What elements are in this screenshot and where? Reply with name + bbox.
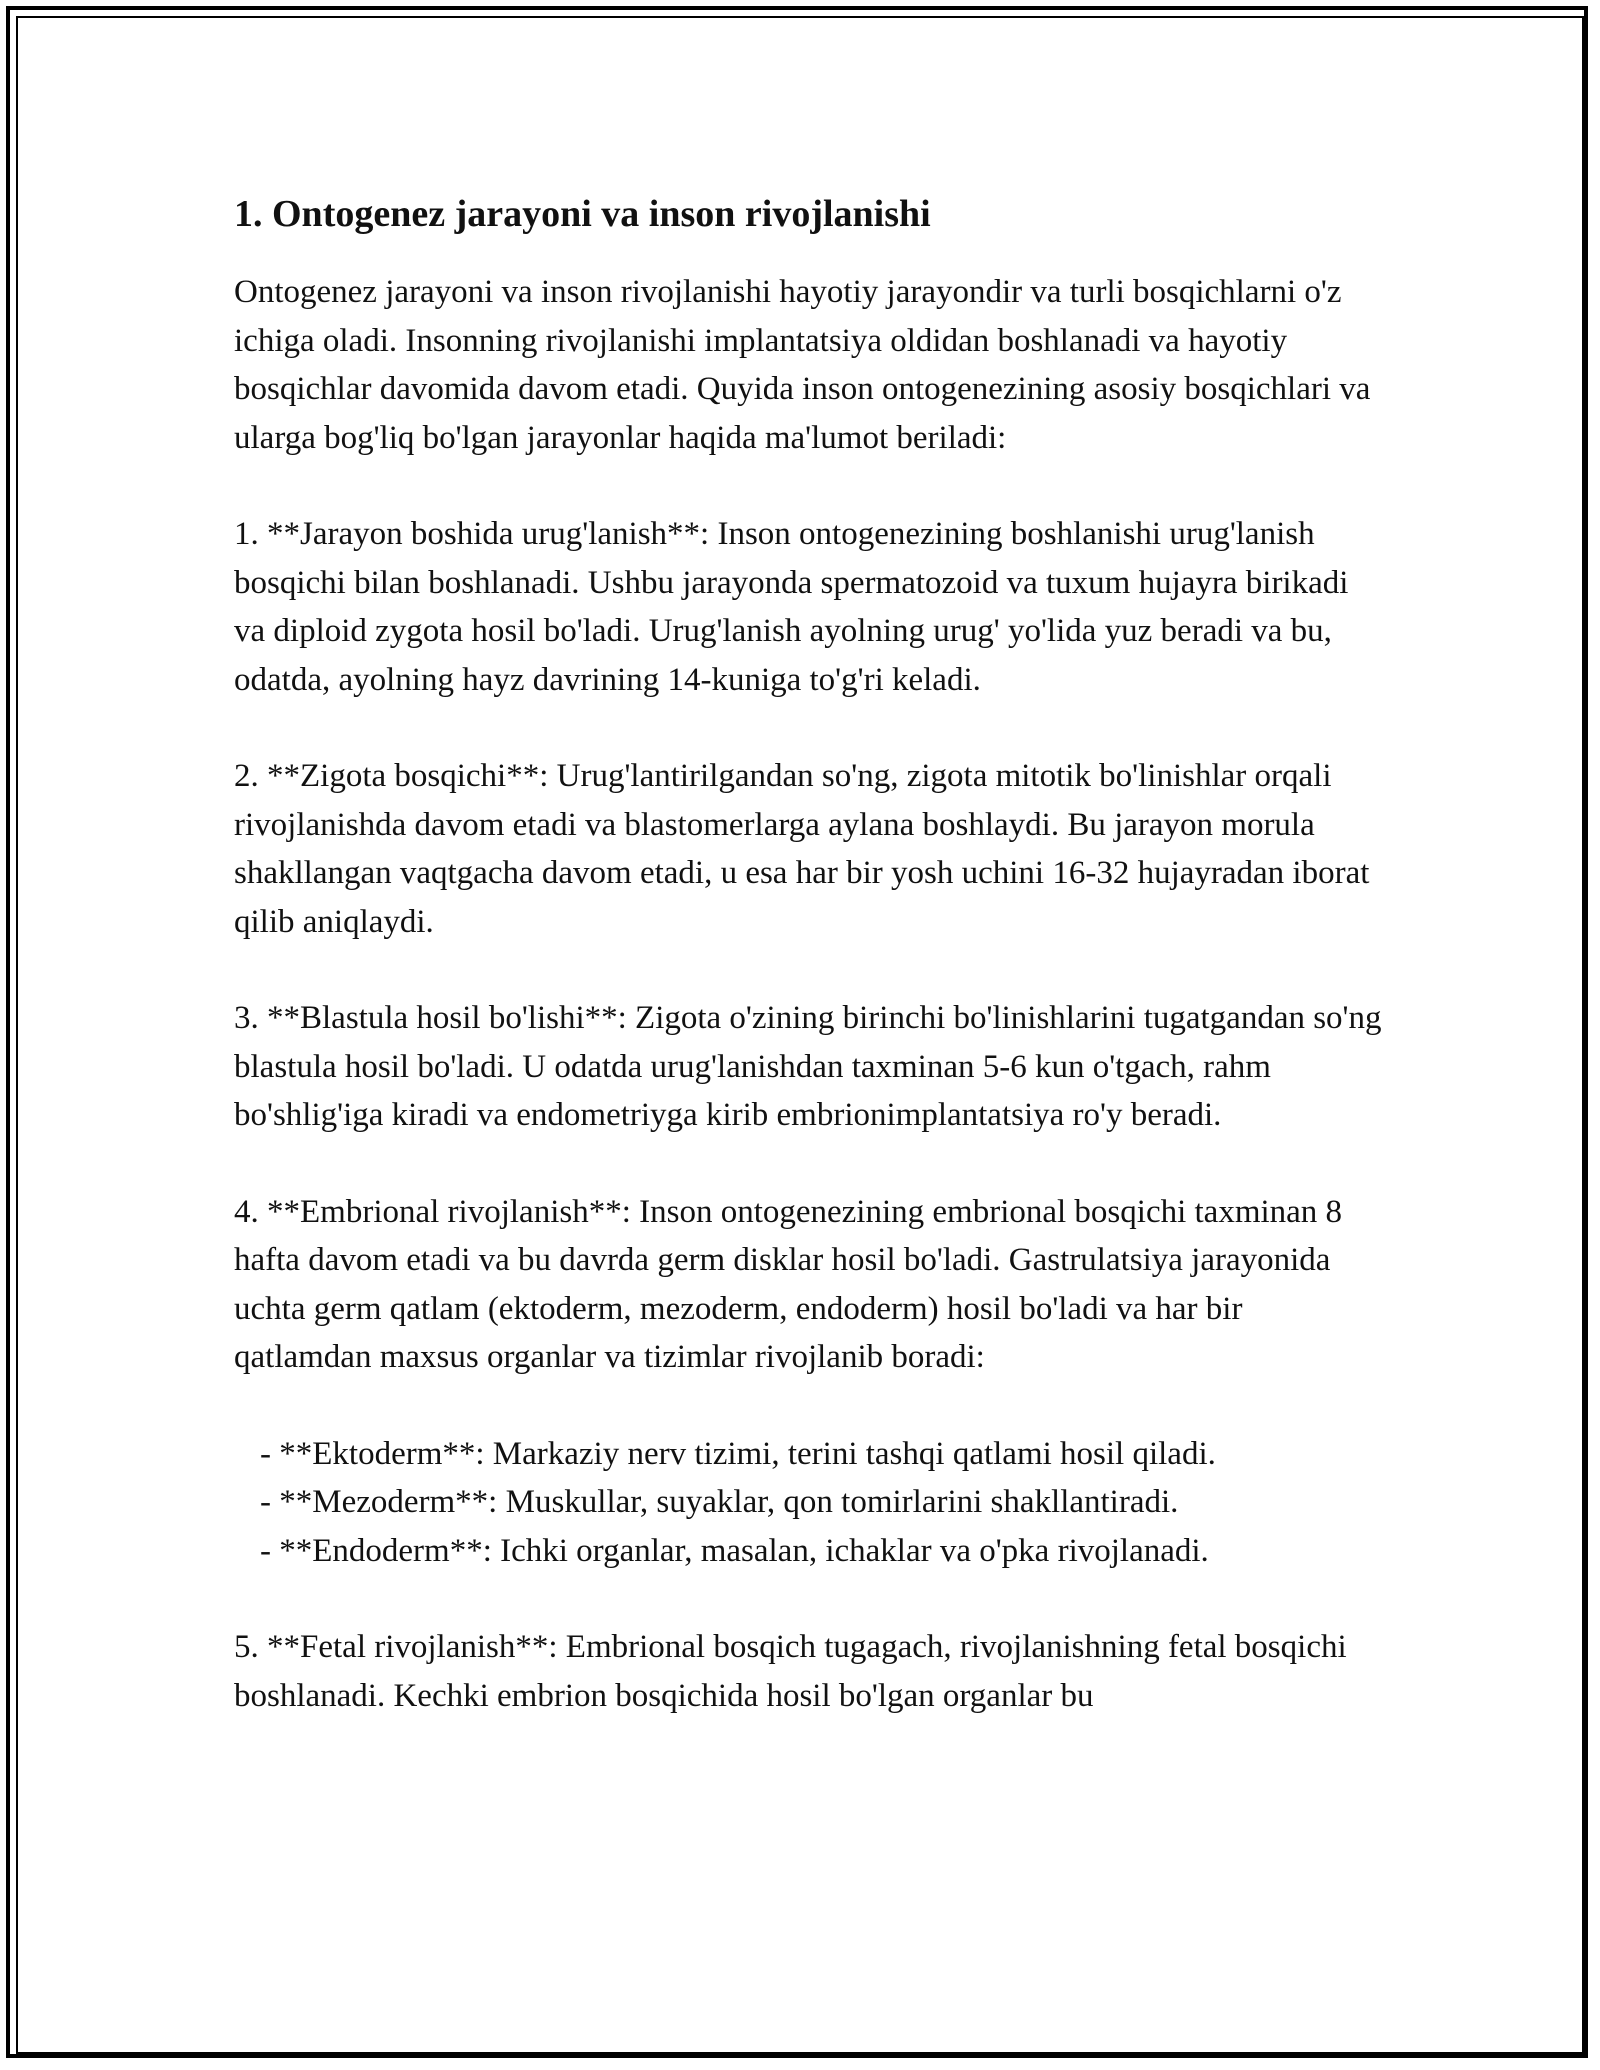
list-item-2: 2. **Zigota bosqichi**: Urug'lantirilgandan so'ng, zigota mitotik bo'linishlar orqali rivojlanishda davom etadi va blastomerlarga aylana boshlaydi. Bu jarayon morula shakllangan vaqtgacha davom etadi, u esa har bir yosh uchini 16-32 hujayradan iborat qilib aniqlaydi. <box>234 758 1370 940</box>
list-item-4: 4. **Embrional rivojlanish**: Inson ontogenezining embrional bosqichi taxminan 8 hafta davom etadi va bu davrda germ disklar hosil bo'ladi. Gastrulatsiya jarayonida uchta germ qatlam (ektoderm, mezoderm, endoderm) hosil bo'ladi va har bir qatlamdan maxsus organlar va tizimlar rivojlanib boradi: <box>234 1193 1343 1375</box>
list-item-1: 1. **Jarayon boshida urug'lanish**: Inson ontogenezining boshlanishi urug'lanish bosqichi bilan boshlanadi. Ushbu jarayonda spermatozoid va tuxum hujayra birikadi va diploid zygota hosil bo'ladi. Urug'lanish ayolning urug' yo'lida yuz beradi va bu, odatda, ayolning hayz davrining 14-kuniga to'g'ri keladi. <box>234 516 1349 698</box>
document-title: 1. Ontogenez jarayoni va inson rivojlanishi <box>234 193 931 235</box>
list-item-5: 5. **Fetal rivojlanish**: Embrional bosqich tugagach, rivojlanishning fetal bosqichi boshlanadi. Kechki embrion bosqichida hosil bo'lgan organlar bu <box>234 1629 1347 1714</box>
sublist-item-ektoderm: - **Ektoderm**: Markaziy nerv tizimi, terini tashqi qatlami hosil qiladi. <box>260 1435 1216 1472</box>
document-body <box>234 186 1384 1768</box>
sublist-item-endoderm: - **Endoderm**: Ichki organlar, masalan, ichaklar va o'pka rivojlanadi. <box>260 1532 1209 1569</box>
sublist-item-mezoderm: - **Mezoderm**: Muskullar, suyaklar, qon tomirlarini shakllantiradi. <box>260 1484 1179 1520</box>
germ-layer-sublist <box>234 1430 1384 1576</box>
intro-paragraph: Ontogenez jarayoni va inson rivojlanishi hayotiy jarayondir va turli bosqichlarni o'z ichiga oladi. Insonning rivojlanishi implantatsiya oldidan boshlanadi va hayotiy bosqichlar davomida davom etadi. Quyida inson ontogenezining asosiy bosqichlari va ularga bog'liq bo'lgan jarayonlar haqida ma'lumot beriladi: <box>234 274 1371 456</box>
list-item-3: 3. **Blastula hosil bo'lishi**: Zigota o'zining birinchi bo'linishlarini tugatgandan so'ng blastula hosil bo'ladi. U odatda urug'lanishdan taxminan 5-6 kun o'tgach, rahm bo'shlig'iga kiradi va endometriyga kirib embrionimplantatsiya ro'y beradi. <box>234 1000 1382 1133</box>
